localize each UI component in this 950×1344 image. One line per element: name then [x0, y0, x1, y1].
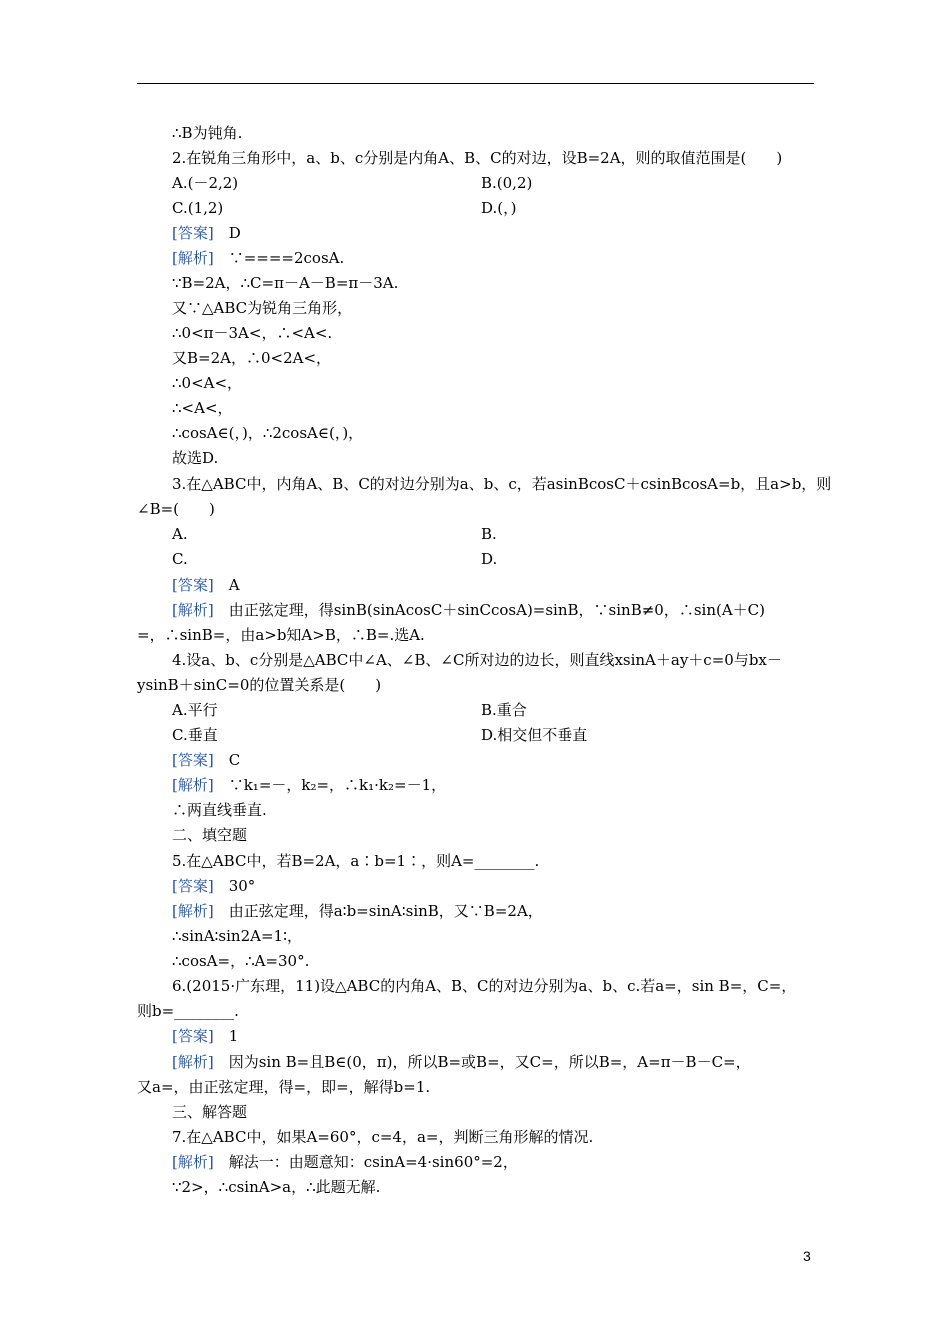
line-text: ∴cosA=，∴A=30°. [172, 952, 310, 970]
line-text: B. [481, 525, 497, 543]
text-line [172, 851, 539, 871]
text-line [172, 348, 331, 368]
line-text: 则b=________. [137, 1002, 239, 1020]
line-text: D [213, 224, 241, 242]
line-text: ∵====2cosA. [213, 249, 345, 267]
annotated-line [172, 575, 240, 595]
line-text: 由正弦定理，得sinB(sinAcosC＋sinCcosA)=sinB，∵sinB≠0，∴sin(A＋C) [213, 601, 765, 619]
text-line [172, 1102, 247, 1122]
label-tag: [解析] [172, 776, 214, 794]
line-text: ∵k₁=－，k₂=，∴k₁·k₂=－1， [213, 776, 447, 794]
text-line [137, 1077, 430, 1097]
annotated-line [172, 1026, 238, 1046]
label-tag: [答案] [172, 877, 214, 895]
text-line [172, 524, 188, 544]
line-text: B.(0,2) [481, 174, 533, 192]
line-text: ysinB＋sinC=0的位置关系是( ) [137, 676, 382, 694]
line-text: ∴0<π－3A<，∴<A<. [172, 324, 333, 342]
line-text: C.垂直 [172, 726, 218, 744]
text-line [172, 474, 831, 494]
text-line [172, 700, 218, 720]
text-line [481, 700, 527, 720]
line-text: ∴<A<， [172, 399, 233, 417]
line-text: C. [172, 550, 188, 568]
line-text: 2.在锐角三角形中，a、b、c分别是内角A、B、C的对边，设B=2A，则的取值范围是( ) [172, 149, 783, 167]
label-tag: [解析] [172, 601, 214, 619]
label-tag: [答案] [172, 1027, 214, 1045]
annotated-line [172, 775, 446, 795]
page-number: 3 [803, 1248, 811, 1264]
line-text: A.平行 [172, 701, 218, 719]
text-line [172, 976, 796, 996]
line-text: ∵B=2A，∴C=π－A－B=π－3A. [172, 274, 399, 292]
annotated-line [172, 750, 240, 770]
line-text: 二、填空题 [172, 826, 248, 844]
text-line [172, 323, 332, 343]
line-text: 又∵△ABC为锐角三角形， [172, 299, 353, 317]
line-text: ∴B为钝角. [172, 124, 243, 142]
text-line [172, 398, 233, 418]
line-text: C.(1,2) [172, 199, 224, 217]
label-tag: [答案] [172, 751, 214, 769]
text-line [172, 148, 782, 168]
text-line [481, 173, 532, 193]
text-line [172, 123, 242, 143]
text-line [172, 273, 398, 293]
line-text: 由正弦定理，得a∶b=sinA∶sinB，又∵B=2A， [213, 902, 543, 920]
line-text: 故选D. [172, 449, 219, 467]
annotated-line [172, 600, 765, 620]
text-line [481, 524, 497, 544]
text-line [172, 1127, 593, 1147]
text-line [481, 725, 587, 745]
line-text: 1 [213, 1027, 239, 1045]
line-text: ∵2>，∴csinA>a，∴此题无解. [172, 1178, 381, 1196]
line-text: ∴0<A<， [172, 374, 243, 392]
line-text: B.重合 [481, 701, 527, 719]
text-line [172, 298, 352, 318]
label-tag: [解析] [172, 249, 214, 267]
line-text: D.相交但不垂直 [481, 726, 588, 744]
line-text: D. [481, 550, 498, 568]
line-text: 解法一：由题意知：csinA=4·sin60°=2， [213, 1153, 518, 1171]
line-text: 三、解答题 [172, 1103, 248, 1121]
line-text: ∴cosA∈(，)，∴2cosA∈(，)， [172, 424, 364, 442]
line-text: A.(－2,2) [172, 174, 239, 192]
annotated-line [172, 876, 255, 896]
line-text: 又B=2A，∴0<2A<， [172, 349, 332, 367]
text-line [172, 650, 782, 670]
annotated-line [172, 1052, 751, 1072]
line-text: 4.设a、b、c分别是△ABC中∠A、∠B、∠C所对边的边长，则直线xsinA＋ay＋c=0与bx－ [172, 651, 782, 669]
line-text: D.(，) [481, 199, 517, 217]
label-tag: [答案] [172, 224, 214, 242]
label-tag: [答案] [172, 576, 214, 594]
text-line [172, 725, 218, 745]
line-text: C [213, 751, 241, 769]
line-text: ∴sinA∶sin2A=1∶， [172, 927, 302, 945]
text-line [172, 825, 247, 845]
annotated-line [172, 223, 241, 243]
text-line [172, 373, 242, 393]
line-text: 5.在△ABC中，若B=2A，a∶b=1∶，则A=________. [172, 852, 540, 870]
text-line [137, 499, 215, 519]
label-tag: [解析] [172, 1053, 214, 1071]
text-line [172, 1177, 380, 1197]
line-text: =，∴sinB=，由a>b知A>B，∴B=.选A. [137, 626, 425, 644]
line-text: 因为sin B=且B∈(0，π)，所以B=或B=，又C=，所以B=，A=π－B－C=， [213, 1053, 751, 1071]
line-text: 又a=，由正弦定理，得=，即=，解得b=1. [137, 1078, 431, 1096]
label-tag: [解析] [172, 902, 214, 920]
annotated-line [172, 248, 344, 268]
line-text: 3.在△ABC中，内角A、B、C的对边分别为a、b、c，若asinBcosC＋csinBcosA=b，且a>b，则 [172, 475, 832, 493]
text-line [172, 423, 363, 443]
text-line [172, 800, 267, 820]
line-text: 30° [213, 877, 256, 895]
text-line [481, 549, 497, 569]
header-rule [137, 83, 814, 84]
text-line [137, 675, 381, 695]
line-text: A. [172, 525, 188, 543]
line-text: ∠B=( ) [137, 500, 215, 518]
text-line [172, 926, 302, 946]
label-tag: [解析] [172, 1153, 214, 1171]
text-line [172, 448, 218, 468]
text-line [481, 198, 516, 218]
line-text: A [213, 576, 240, 594]
text-line [172, 198, 223, 218]
line-text: ∴两直线垂直. [172, 801, 267, 819]
text-line [172, 951, 309, 971]
annotated-line [172, 1152, 518, 1172]
line-text: 7.在△ABC中，如果A=60°，c=4，a=，判断三角形解的情况. [172, 1128, 594, 1146]
annotated-line [172, 901, 543, 921]
text-line [172, 173, 238, 193]
line-text: 6.(2015·广东理，11)设△ABC的内角A、B、C的对边分别为a、b、c.若a=，sin B=，C=， [172, 977, 797, 995]
text-line [137, 1001, 239, 1021]
text-line [137, 625, 425, 645]
text-line [172, 549, 188, 569]
